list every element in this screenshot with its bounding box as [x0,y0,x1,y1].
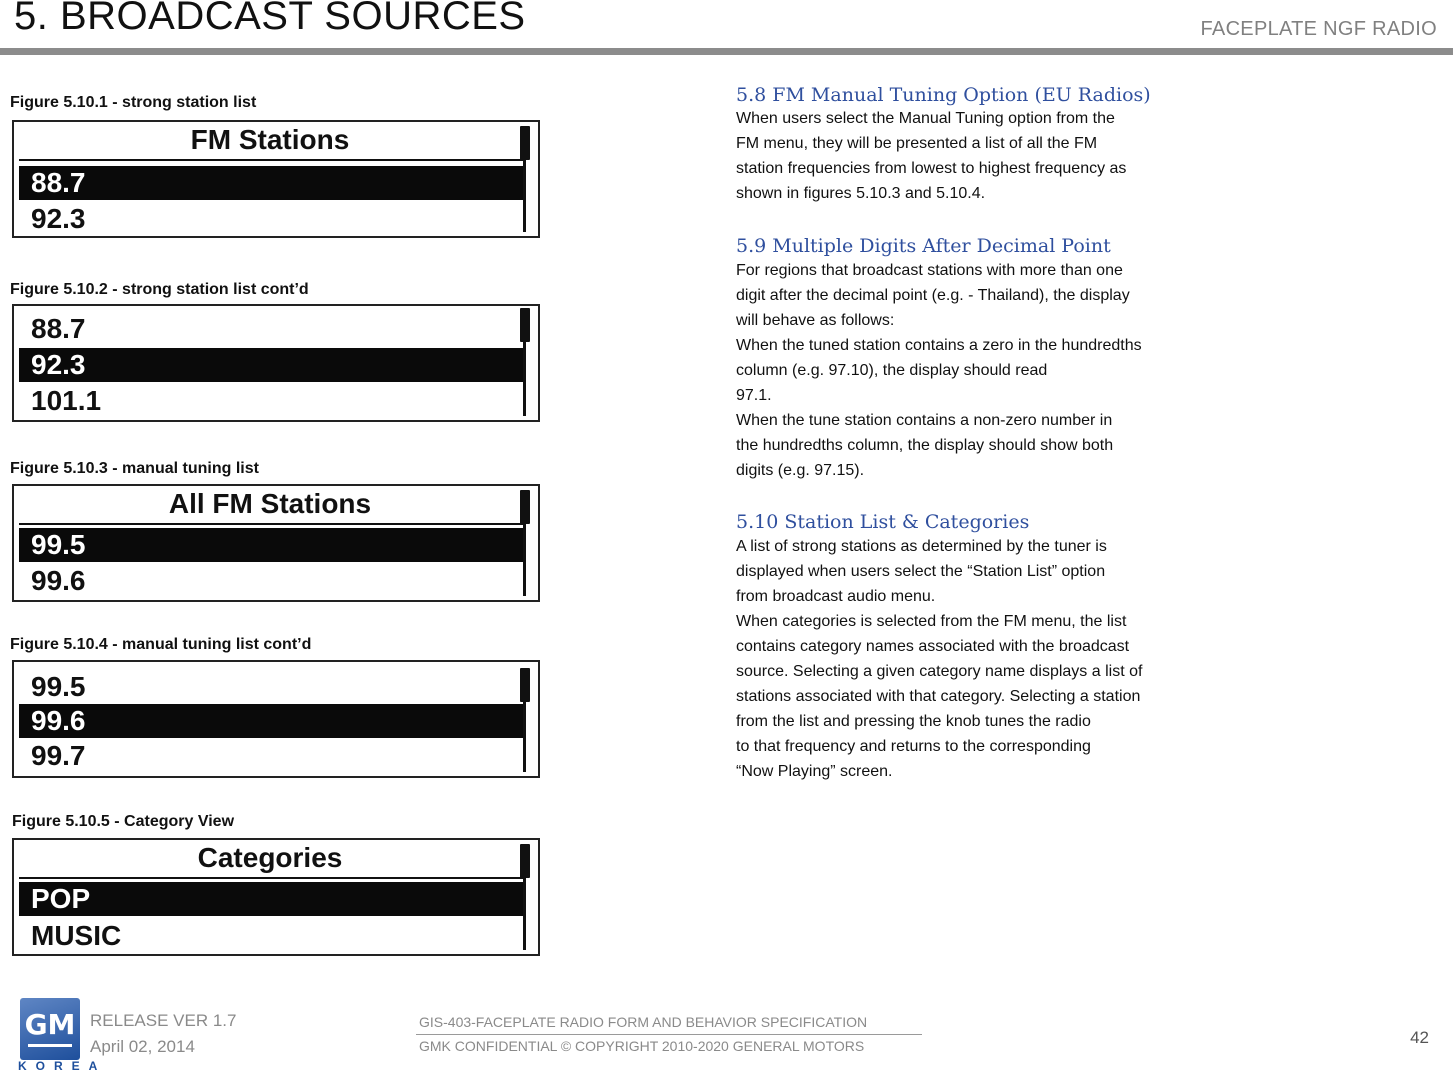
figure-caption-5-10-3: Figure 5.10.3 - manual tuning list [10,460,259,477]
list-item-selected[interactable]: 99.5 [19,528,525,562]
radio-screen-fm-stations [12,120,540,238]
scrollbar-thumb[interactable] [520,308,530,342]
list-item-selected[interactable]: POP [19,882,525,916]
document-tag: FACEPLATE NGF RADIO [1200,18,1437,40]
gm-logo-underline [28,1044,72,1047]
gm-logo [20,998,80,1060]
scrollbar-thumb[interactable] [520,668,530,702]
section-heading-5-8: 5.8 FM Manual Tuning Option (EU Radios) [736,84,1151,106]
release-date: April 02, 2014 [90,1037,195,1056]
release-version: RELEASE VER 1.7 [90,1011,237,1030]
section-body-5-9: For regions that broadcast stations with more than one digit after the decimal point (e.g. - Thailand), the display will behave as follows: When the tuned station contains a zero in the hundredths column (e.g. 97.10), the display should read 97.1. When the tune station contains a non-zero number in the hundredths column, the display should show both digits (e.g. 97.15). [736,262,1142,479]
page-title: 5. BROADCAST SOURCES [14,0,526,38]
list-item[interactable]: 99.6 [31,565,86,596]
list-item-selected[interactable]: 99.6 [19,704,525,738]
list-item[interactable]: 88.7 [31,313,86,344]
gm-logo-text: GM [24,1008,76,1041]
list-item[interactable]: 99.5 [31,671,86,702]
list-item-selected[interactable]: 88.7 [19,166,525,200]
section-heading-5-10: 5.10 Station List & Categories [736,511,1030,533]
page-number: 42 [1410,1028,1429,1047]
screen-title: All FM Stations [168,488,372,519]
scrollbar-thumb[interactable] [520,126,530,160]
radio-screen-manual-tuning-cont [12,660,540,778]
radio-screen-station-list-cont [12,304,540,422]
list-item[interactable]: 92.3 [31,203,86,234]
figure-caption-5-10-5: Figure 5.10.5 - Category View [12,813,235,830]
document-id: GIS-403-FACEPLATE RADIO FORM AND BEHAVIOR SPECIFICATION [419,1014,868,1030]
section-body-5-8: When users select the Manual Tuning option from the FM menu, they will be presented a list of all the FM station frequencies from lowest to highest frequency as shown in figures 5.10.3 and 5.10.4. [736,110,1127,202]
screen-title: Categories [197,842,343,873]
scrollbar-thumb[interactable] [520,844,530,878]
title-divider [19,523,525,525]
header-divider [0,48,1453,55]
screen-title: FM Stations [190,124,350,155]
scrollbar-thumb[interactable] [520,490,530,524]
section-heading-5-9: 5.9 Multiple Digits After Decimal Point [736,235,1111,257]
section-body-5-10: A list of strong stations as determined by the tuner is displayed when users select the “Station List” option from broadcast audio menu. When categories is selected from the FM menu, the list contains category names associated with the broadcast source. Selecting a given category name displays a list of stations associated with that category. Selecting a station from the list and pressing the knob tunes the radio to that frequency and returns to the corresponding “Now Playing” screen. [736,538,1143,780]
title-divider [19,877,525,879]
radio-screen-categories [12,838,540,956]
figure-caption-5-10-1: Figure 5.10.1 - strong station list [10,94,257,111]
footer-divider [416,1034,922,1035]
list-item-selected[interactable]: 92.3 [19,348,525,382]
figure-caption-5-10-2: Figure 5.10.2 - strong station list cont’d [10,281,309,298]
list-item[interactable]: MUSIC [31,920,122,951]
figure-caption-5-10-4: Figure 5.10.4 - manual tuning list cont’d [10,636,312,653]
gm-korea-label: KOREA [18,1059,107,1073]
title-divider [19,159,525,161]
list-item[interactable]: 101.1 [31,385,102,416]
confidentiality-notice: GMK CONFIDENTIAL © COPYRIGHT 2010-2020 GENERAL MOTORS [419,1038,865,1054]
radio-screen-all-fm-stations [12,484,540,602]
list-item[interactable]: 99.7 [31,740,86,771]
